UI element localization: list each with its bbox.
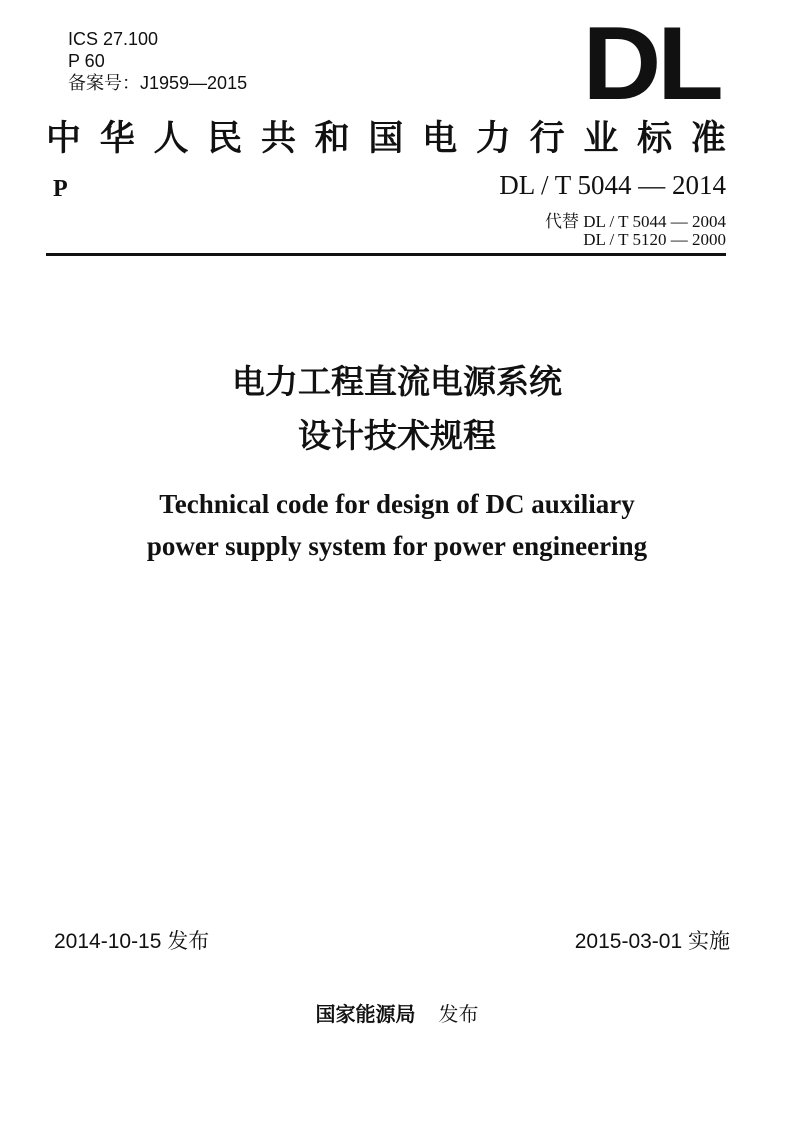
dl-logo: DL xyxy=(582,6,720,122)
org-char: 力 xyxy=(475,118,511,159)
publisher-action: 发布 xyxy=(438,1002,479,1026)
title-en-line-1: Technical code for design of DC auxiliary xyxy=(159,489,635,519)
ics-code: ICS 27.100 xyxy=(68,29,159,49)
publisher-name: 国家能源局 xyxy=(315,1002,416,1026)
org-char: 人 xyxy=(153,118,189,159)
org-char: 业 xyxy=(583,118,619,159)
header-meta xyxy=(68,28,247,94)
replaces-line-2: DL / T 5120 — 2000 xyxy=(583,230,726,249)
title-cn-line-2: 设计技术规程 xyxy=(298,416,496,455)
classification: P xyxy=(53,176,68,202)
effective-date: 2015-03-01 实施 xyxy=(574,930,730,953)
org-char: 行 xyxy=(529,118,565,159)
org-char: 电 xyxy=(422,118,458,159)
filing-number: 备案号：J1959—2015 xyxy=(68,73,248,93)
replaces-line-1: 代替 DL / T 5044 — 2004 xyxy=(544,212,726,231)
org-char: 准 xyxy=(690,118,726,159)
org-char: 国 xyxy=(368,118,404,159)
issue-date: 2014-10-15 发布 xyxy=(54,930,210,953)
org-char: 标 xyxy=(637,118,673,159)
title-cn-line-1: 电力工程直流电源系统 xyxy=(232,362,562,401)
org-char: 华 xyxy=(99,118,135,159)
title-en-line-2: power supply system for power engineering xyxy=(146,531,648,561)
org-char: 中 xyxy=(46,118,82,159)
org-char: 民 xyxy=(207,118,243,159)
org-char: 和 xyxy=(314,118,350,159)
header-divider xyxy=(46,253,726,256)
standard-code: DL / T 5044 — 2014 xyxy=(499,170,726,200)
org-char: 共 xyxy=(260,118,296,159)
publisher xyxy=(0,998,794,1027)
category-code: P 60 xyxy=(68,51,105,71)
organization-title xyxy=(46,116,726,162)
